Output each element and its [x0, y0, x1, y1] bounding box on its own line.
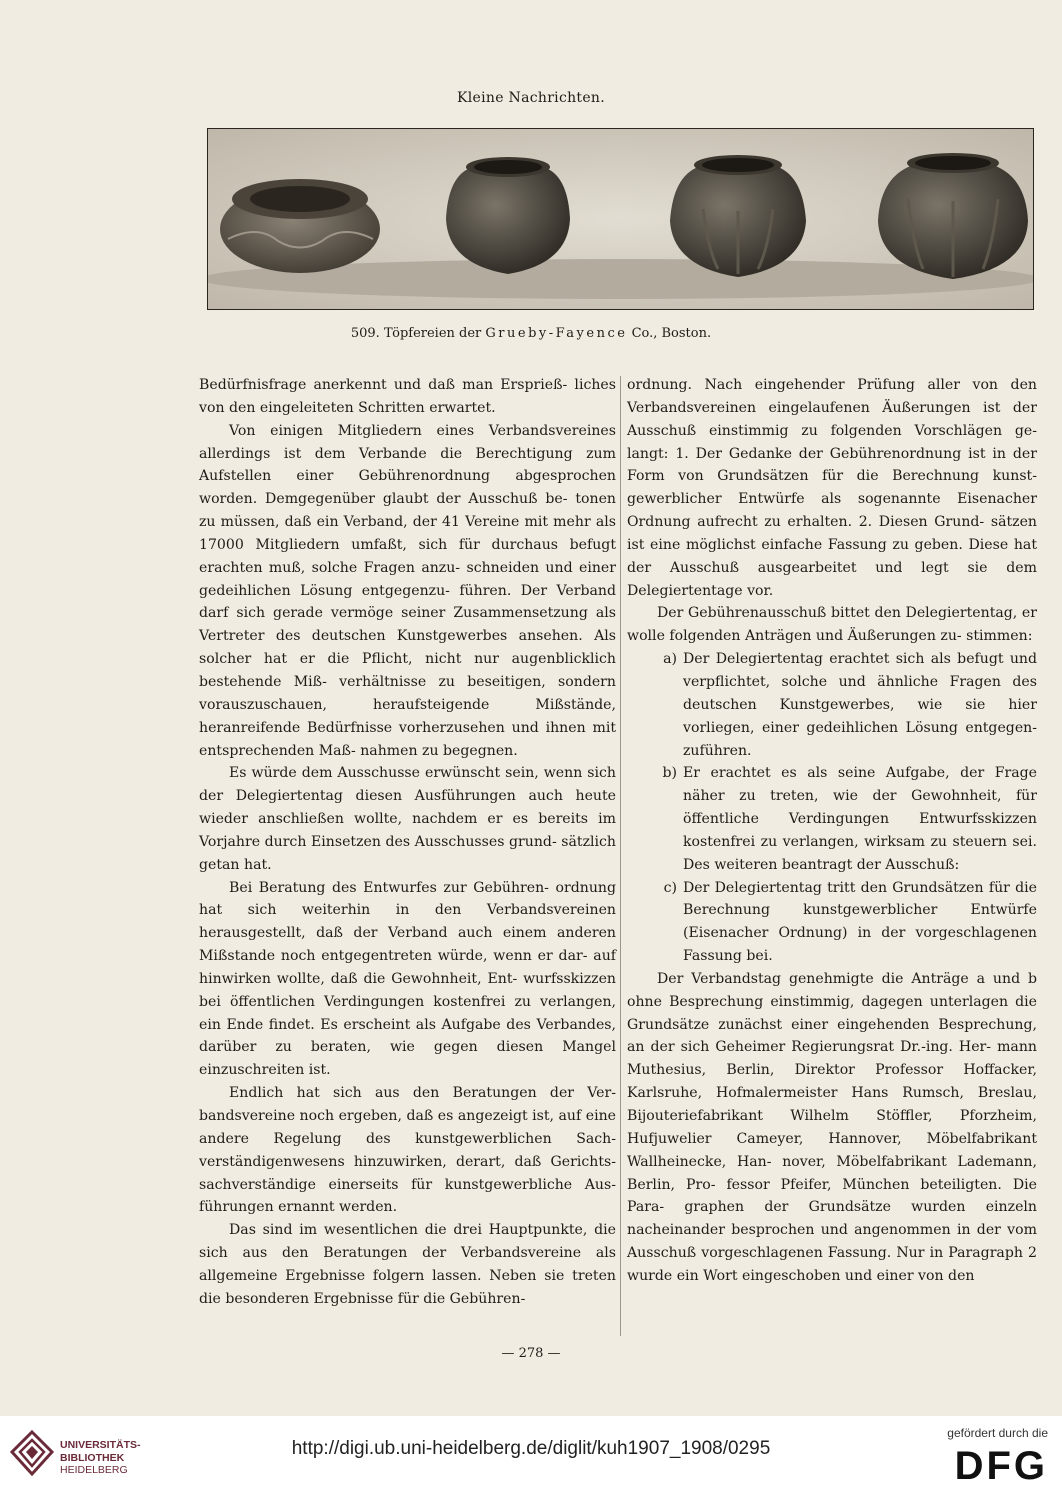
list-item-label: a): [663, 651, 677, 668]
list-item: [627, 877, 1037, 968]
paragraph: Bei Beratung des Entwurfes zur Gebühren- ordnung hat sich weiterhin in den Verbandsvereinen herausgestellt, daß der Verband auch einem anderen Mißstande noch entgegentreten würde, wenn er dar- auf hinwirken wollte, daß die Gewohnheit, Ent- wurfsskizzen bei öffentlichen Verdingungen kostenfrei zu verlangen, ein Ende findet. Es erscheint als Aufgabe des Verbandes, darüber zu beraten, wie gegen diesen Mangel einzuschreiten ist.: [199, 879, 616, 1079]
list-item-text: Der Delegiertentag tritt den Grundsätzen für die Berechnung kunstgewerblicher Entwürfe (Eisenacher Ordnung) in der vorgeschlagenen Fassung bei.: [683, 879, 1037, 965]
library-line-3: HEIDELBERG: [60, 1464, 128, 1476]
paragraph: Der Gebührenausschuß bittet den Delegiertentag, er wolle folgenden Anträgen und Äußerungen zu- stimmen:: [627, 605, 1037, 645]
pottery-photo: [208, 129, 1033, 309]
list-item-label: b): [662, 765, 677, 782]
footer-bar: [0, 1416, 1062, 1494]
figure-caption: [0, 326, 1062, 341]
column-divider: [620, 376, 621, 1336]
pottery-vase-2: [446, 157, 570, 274]
figure-number: 509.: [350, 326, 380, 341]
paragraph: Endlich hat sich aus den Beratungen der Ver- bandsvereine noch ergeben, daß es angezeigt ist, auf eine andere Regelung des kunstgewerblichen Sach- verständigenwesens hinzuwirken, derart, daß Gerichts- sachverständige einerseits für kunstgewerbliche Aus- führungen ernannt werden.: [199, 1085, 616, 1216]
running-header: Kleine Nachrichten.: [456, 90, 605, 106]
page-number: — 278 —: [501, 1346, 561, 1361]
paragraph: Von einigen Mitgliedern eines Verbandsvereines allerdings ist dem Verbande die Berechtigung zum Aufstellen einer Gebührenordnung abgesprochen worden. Demgegenüber glaubt der Ausschuß be- tonen zu müssen, daß ein Verband, der 41 Vereine mit mehr als 17000 Mitgliedern umfaßt, sich für durchaus befugt erachten muß, solche Fragen anzu- schneiden und einer gedeihlichen Lösung entgegenzu- führen. Der Verband darf sich gerade vermöge seiner Zusammensetzung als Vertreter des deutschen Kunstgewerbes ansehen. Als solcher hat er die Pflicht, nicht nur augenblicklich bestehende Miß- verhältnisse zu beseitigen, sondern vorauszuschauen, heraufsteigende Mißstände, heranreifende Bedürfnisse vorherzusehen und ihnen mit entsprechenden Maß- nahmen zu begegnen.: [199, 422, 616, 759]
pottery-figure: [207, 128, 1034, 310]
pottery-bowl-1: [220, 179, 380, 273]
paragraph: Es würde dem Ausschusse erwünscht sein, wenn sich der Delegiertentag diesen Ausführungen auch heute wieder anschließen wollte, nachdem er es bereits im Vorjahre durch Einsetzen des Ausschusses grund- sätzlich getan hat.: [199, 765, 616, 873]
pottery-vase-4: [878, 153, 1028, 279]
left-column: [199, 374, 616, 1311]
funding-caption: gefördert durch die: [947, 1426, 1048, 1440]
library-line-2: BIBLIOTHEK: [60, 1451, 125, 1464]
caption-text-b: Co., Boston.: [631, 326, 712, 341]
caption-text-a: Töpfereien der: [383, 326, 482, 341]
list-item: [627, 648, 1037, 762]
right-column: [627, 374, 1037, 1288]
list-item-label: c): [663, 879, 677, 896]
pottery-vase-3: [670, 155, 806, 277]
library-line-1: UNIVERSITÄTS-: [60, 1439, 141, 1451]
list-item-text: Er erachtet es als seine Aufgabe, der Frage näher zu treten, wie der Gewohnheit, für öffentliche Verdingungen Entwurfsskizzen kostenfrei zu verlangen, wirksam zu steuern sei. Des weiteren beantragt der Ausschuß:: [683, 765, 1037, 873]
paragraph: ordnung. Nach eingehender Prüfung aller von den Verbandsvereinen eingelaufenen Äußerungen ist der Ausschuß einstimmig zu folgenden Vorschlägen ge- langt: 1. Der Gedanke der Gebührenordnung ist in der Form von Grundsätzen für die Berechnung kunst- gewerblicher Entwürfe als sogenannte Eisenacher Ordnung aufrecht zu erhalten. 2. Diesen Grund- sätzen ist eine möglichst einfache Fassung zu geben. Diese hat der Ausschuß ausgearbeitet und legt sie dem Delegiertentage vor.: [627, 377, 1037, 599]
caption-company: Grueby-Fayence: [485, 326, 628, 341]
paragraph: Bedürfnisfrage anerkennt und daß man Ersprieß- liches von den eingeleiteten Schritten erwartet.: [199, 377, 616, 416]
list-item-text: Der Delegiertentag erachtet sich als befugt und verpflichtet, solche und ähnliche Fragen des deutschen Kunstgewerbes, wie sie hier vorliegen, einer gedeihlichen Lösung entgegen- zuführen.: [683, 651, 1037, 759]
list-item: [627, 762, 1037, 876]
paragraph: Der Verbandstag genehmigte die Anträge a und b ohne Besprechung einstimmig, dagegen unterlagen die Grundsätze zunächst einer eingehenden Besprechung, an der sich Geheimer Regierungsrat Dr.-ing. Her- mann Muthesius, Berlin, Direktor Professor Hoffacker, Karlsruhe, Hofmalermeister Hans Rumsch, Breslau, Bijouteriefabrikant Wilhelm Stöffler, Pforzheim, Hufjuwelier Cameyer, Hannover, Möbelfabrikant Wallheinecke, Han- nover, Möbelfabrikant Lademann, Berlin, Pro- fessor Pfeifer, München beteiligten. Die Para- graphen der Grundsätze wurden einzeln nacheinander besprochen und angenommen in der vom Ausschuß vorgeschlagenen Fassung. Nur in Paragraph 2 wurde ein Wort eingeschoben und einer von den: [627, 970, 1037, 1284]
dfg-logo: DFG: [954, 1444, 1048, 1488]
permalink-url[interactable]: http://digi.ub.uni-heidelberg.de/diglit/kuh1907_1908/0295: [291, 1438, 771, 1459]
paragraph: Das sind im wesentlichen die drei Hauptpunkte, die sich aus den Beratungen der Verbandsvereine als allgemeine Ergebnisse folgern lassen. Neben sie treten die besonderen Ergebnisse für die Gebühren-: [199, 1222, 616, 1307]
